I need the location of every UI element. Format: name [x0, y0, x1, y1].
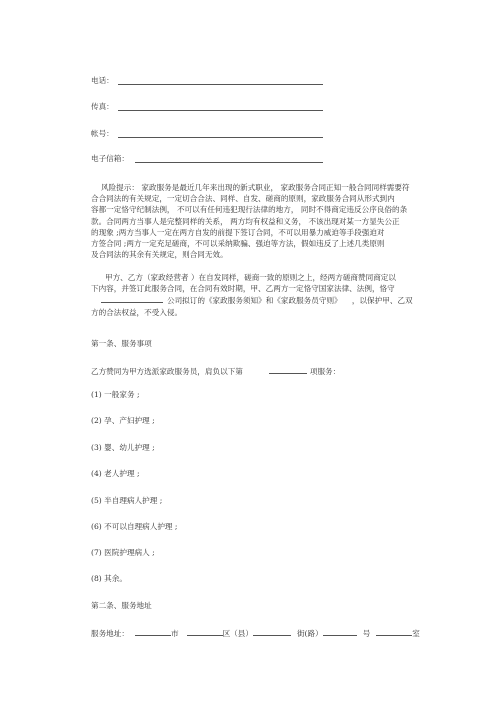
- service-address-label: 服务地址：: [91, 629, 129, 638]
- service-item: (2) 孕、产妇护理 ;: [91, 416, 155, 425]
- risk-line: 款。合同两方当事人是完整同样的关系， 两方均有权益和义务， 不该出现对某一方显失公正: [91, 216, 400, 226]
- number-blank[interactable]: [323, 627, 357, 636]
- number-unit: 号: [362, 629, 371, 638]
- article1-lead-suffix: 项服务：: [309, 367, 341, 376]
- service-item-blank[interactable]: [269, 365, 307, 374]
- fax-label: 传真：: [91, 102, 114, 111]
- phone-blank[interactable]: [118, 84, 323, 85]
- service-item: (6) 不可以自理病人护理 ;: [91, 522, 178, 531]
- intro-line: 方的合法权益，不受入侵。: [91, 307, 183, 317]
- risk-line: 的现象 ;两方当事人一定在两方自发的前提下签订合同，不可以用暴力威迫等手段强迫对: [91, 227, 385, 237]
- intro-paragraph: [91, 272, 413, 318]
- intro-line-3-text: 公司拟订的《家政服务须知》和《家政服务员守则》: [167, 296, 338, 306]
- risk-line: 方签合同 ;两方一定充足磋商，不可以采纳欺骗、强迫等方法，假如违反了上述几类原则: [91, 239, 385, 249]
- service-item: (5) 半自理病人护理 ;: [91, 496, 163, 505]
- service-item: (7) 医院护理病人 ;: [91, 548, 155, 557]
- risk-line: 及合同法的其余有关规定，则合同无效。: [91, 250, 228, 260]
- email-blank[interactable]: [135, 162, 323, 163]
- account-blank[interactable]: [118, 137, 323, 138]
- intro-line-3-end: ，以保护甲、乙双: [351, 296, 413, 306]
- service-item: (3) 婴、幼儿护理 ;: [91, 443, 155, 452]
- city-unit: 市: [170, 629, 179, 638]
- district-blank[interactable]: [187, 627, 223, 636]
- risk-paragraph: [91, 182, 410, 260]
- room-unit: 室: [412, 629, 420, 638]
- district-unit: 区（县）: [222, 629, 253, 638]
- article2-title: 第二条、服务地址: [91, 601, 152, 610]
- intro-line: 下内容，并签订此服务合同，在合同有效时期，甲、乙两方一定恪守国家法律、法例，恪守: [91, 284, 395, 294]
- intro-line-3: [91, 294, 413, 306]
- risk-line: 风险提示： 家政服务是最近几年来出现的新式职业， 家政服务合同正知一般合同同样需要符: [101, 183, 410, 192]
- risk-line: 合合同法的有关规定，一定切合合法、同样、自发、磋商的原则，家政服务合同从形式到内: [91, 194, 395, 204]
- fax-blank[interactable]: [118, 110, 323, 111]
- article1-lead: [91, 365, 340, 377]
- account-label: 帐号：: [91, 129, 114, 138]
- service-item: (8) 其余。: [91, 574, 127, 583]
- room-blank[interactable]: [376, 627, 412, 636]
- service-item: (4) 老人护理 ;: [91, 469, 140, 478]
- city-blank[interactable]: [135, 627, 171, 636]
- street-blank[interactable]: [253, 627, 291, 636]
- risk-line: 容都一定恪守纪制法例， 不可以有任何违犯现行法律的地方， 同时不得商定违反公序良俗的条: [91, 205, 408, 215]
- phone-label: 电话：: [91, 76, 114, 85]
- article1-lead-prefix: 乙方赞同为甲方选派家政服务员，肩负以下第: [91, 367, 243, 376]
- service-item: (1) 一般家务 ;: [91, 390, 140, 399]
- intro-line: 甲方、乙方（家政经营者 ）在自发同样，磋商一致的原则之上，经两方磋商赞同商定以: [105, 273, 396, 282]
- street-unit: 街(路）: [296, 629, 323, 638]
- email-label: 电子信箱：: [91, 154, 129, 163]
- article1-title: 第一条、服务事项: [91, 339, 152, 348]
- service-address-line: [91, 627, 420, 639]
- company-blank[interactable]: [101, 294, 163, 303]
